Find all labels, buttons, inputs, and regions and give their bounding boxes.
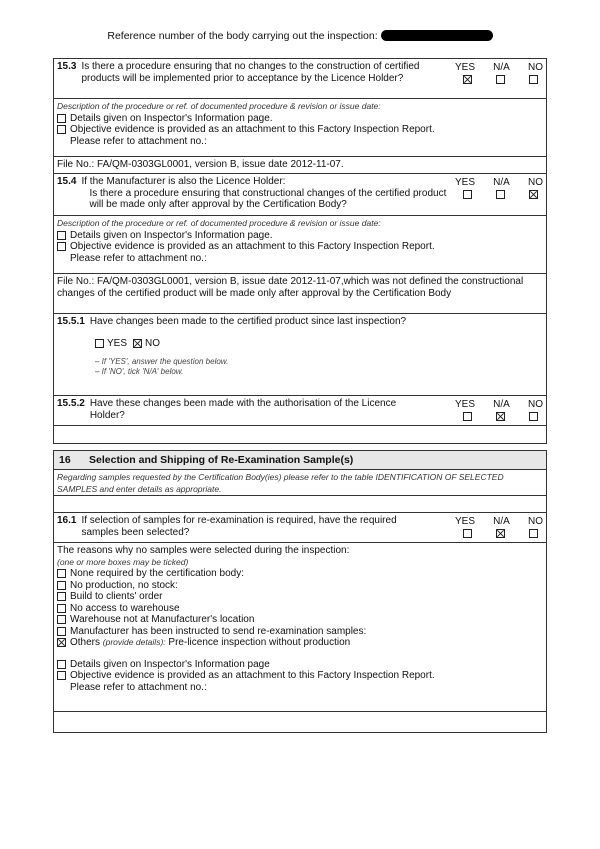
evidence-checkbox[interactable] <box>57 242 66 251</box>
others-hint: (provide details): <box>102 637 166 647</box>
section-intro-text: Regarding samples requested by the Certification Body(ies) please refer to the table IDENTIFICATION OF SELECTED SAMPLES and enter details as appropriate. <box>57 472 504 494</box>
others-value: Pre-licence inspection without production <box>168 637 351 648</box>
question-15-5-2 <box>54 396 546 426</box>
question-number: 15.5.2 <box>57 398 85 409</box>
reason-label: No production, no stock: <box>70 579 178 591</box>
reason-label: None required by the certification body: <box>70 568 244 579</box>
reason-label: No access to warehouse <box>70 602 180 614</box>
na-label: N/A <box>493 62 510 73</box>
section-number: 16 <box>59 454 71 466</box>
evidence-label: Objective evidence is provided as an attachment to this Factory Inspection Report. <box>70 241 435 252</box>
description-block-2 <box>54 216 546 274</box>
others-line <box>70 637 350 649</box>
yes-no-inline-group <box>57 338 543 350</box>
attachment-ref: Please refer to attachment no.: <box>70 135 207 147</box>
question-15-3 <box>54 59 546 99</box>
no-label: NO <box>528 177 543 188</box>
na-label: N/A <box>493 516 510 527</box>
section-16-header <box>54 451 546 470</box>
no-checkbox[interactable] <box>529 190 538 199</box>
yes-label: YES <box>455 399 476 410</box>
evidence-checkbox[interactable] <box>57 671 66 680</box>
question-number: 16.1 <box>57 515 77 526</box>
no-checkbox[interactable] <box>529 412 538 421</box>
yes-label: YES <box>455 177 476 188</box>
question-text: Is there a procedure ensuring that no changes to the construction of certified products will be implemented prior to acceptance by the Licence Holder? <box>81 61 420 84</box>
reasons-subheading: (one or more boxes may be ticked) <box>57 556 189 567</box>
yes-na-no-group <box>455 62 543 84</box>
yes-checkbox[interactable] <box>463 190 472 199</box>
no-checkbox[interactable] <box>529 75 538 84</box>
details-checkbox[interactable] <box>57 114 66 123</box>
yes-checkbox[interactable] <box>463 75 472 84</box>
empty-row <box>54 426 546 443</box>
empty-row <box>54 496 546 513</box>
question-15-5-1 <box>54 314 546 396</box>
yes-na-no-group <box>455 177 543 199</box>
reasons-heading: The reasons why no samples were selected during the inspection: <box>57 545 350 556</box>
description-block-1 <box>54 99 546 157</box>
reason-checkbox[interactable] <box>57 569 66 578</box>
description-intro: Description of the procedure or ref. of documented procedure & revision or issue date: <box>57 101 381 111</box>
yes-checkbox[interactable] <box>463 529 472 538</box>
others-label: Others <box>70 637 101 648</box>
others-checkbox[interactable] <box>57 638 66 647</box>
reference-number-line <box>0 30 600 42</box>
yes-checkbox[interactable] <box>463 412 472 421</box>
details-checkbox[interactable] <box>57 660 66 669</box>
question-text: Have changes been made to the certified product since last inspection? <box>89 316 407 327</box>
file-ref-2 <box>54 274 546 314</box>
section-16 <box>53 450 547 733</box>
reference-label: Reference number of the body carrying out the inspection: <box>107 30 378 42</box>
evidence-label: Objective evidence is provided as an attachment to this Factory Inspection Report. <box>70 670 435 681</box>
reason-checkbox[interactable] <box>57 627 66 636</box>
na-checkbox[interactable] <box>496 412 505 421</box>
evidence-label: Objective evidence is provided as an attachment to this Factory Inspection Report. <box>70 124 435 135</box>
no-checkbox[interactable] <box>529 529 538 538</box>
inspection-form <box>53 58 547 733</box>
yes-label: YES <box>455 62 476 73</box>
yes-label: YES <box>107 337 128 349</box>
reason-checkbox[interactable] <box>57 581 66 590</box>
yes-na-no-group <box>455 399 543 421</box>
reason-label: Build to clients' order <box>70 591 163 602</box>
no-sample-reasons <box>54 543 546 712</box>
question-number: 15.5.1 <box>57 316 85 327</box>
reason-checkbox[interactable] <box>57 615 66 624</box>
question-number: 15.4 <box>57 176 77 187</box>
question-condition: If the Manufacturer is also the Licence Holder: <box>81 176 286 187</box>
question-text: Is there a procedure ensuring that constructional changes of the certified product will be made only after approval by the Certification Body? <box>89 187 447 210</box>
na-checkbox[interactable] <box>496 529 505 538</box>
evidence-checkbox[interactable] <box>57 125 66 134</box>
no-label: NO <box>145 337 161 349</box>
redacted-reference-number <box>381 30 493 41</box>
question-15-4 <box>54 174 546 216</box>
yes-checkbox[interactable] <box>95 339 104 348</box>
question-16-1 <box>54 513 546 543</box>
instruction-if-no: – If 'NO', tick 'N/A' below. <box>95 367 184 376</box>
yes-label: YES <box>455 516 476 527</box>
section-title: Selection and Shipping of Re-Examination Sample(s) <box>89 454 354 466</box>
attachment-ref: Please refer to attachment no.: <box>70 681 207 693</box>
na-label: N/A <box>493 399 510 410</box>
file-ref-1 <box>54 157 546 174</box>
file-ref-text: File No.: FA/QM-0303GL0001, version B, issue date 2012-11-07,which was not defined the constructional changes of the certified product will be made only after approval by the Certification Body <box>57 276 524 299</box>
question-text: If selection of samples for re-examination is required, have the required samples been selected? <box>81 515 397 538</box>
instruction-if-yes: – If 'YES', answer the question below. <box>95 357 229 366</box>
file-ref-text: File No.: FA/QM-0303GL0001, version B, issue date 2012-11-07. <box>57 159 344 170</box>
yes-na-no-group <box>455 516 543 538</box>
question-text: Have these changes been made with the authorisation of the Licence Holder? <box>89 398 397 421</box>
no-label: NO <box>528 62 543 73</box>
details-label: Details given on Inspector's Information page. <box>70 112 273 124</box>
empty-row <box>54 712 546 732</box>
no-label: NO <box>528 399 543 410</box>
description-intro: Description of the procedure or ref. of documented procedure & revision or issue date: <box>57 218 381 228</box>
reason-label: Warehouse not at Manufacturer's location <box>70 614 255 625</box>
reason-checkbox[interactable] <box>57 604 66 613</box>
details-label: Details given on Inspector's Information page. <box>70 229 273 241</box>
no-checkbox[interactable] <box>133 339 142 348</box>
section-15 <box>53 58 547 444</box>
section-16-intro <box>54 470 546 496</box>
na-checkbox[interactable] <box>496 190 505 199</box>
details-label: Details given on Inspector's Information page <box>70 658 270 670</box>
attachment-ref: Please refer to attachment no.: <box>70 252 207 264</box>
reason-checkbox[interactable] <box>57 592 66 601</box>
details-checkbox[interactable] <box>57 231 66 240</box>
reason-list <box>57 568 543 649</box>
na-checkbox[interactable] <box>496 75 505 84</box>
reason-label: Manufacturer has been instructed to send re-examination samples: <box>70 625 367 637</box>
question-number: 15.3 <box>57 61 77 72</box>
no-label: NO <box>528 516 543 527</box>
na-label: N/A <box>493 177 510 188</box>
